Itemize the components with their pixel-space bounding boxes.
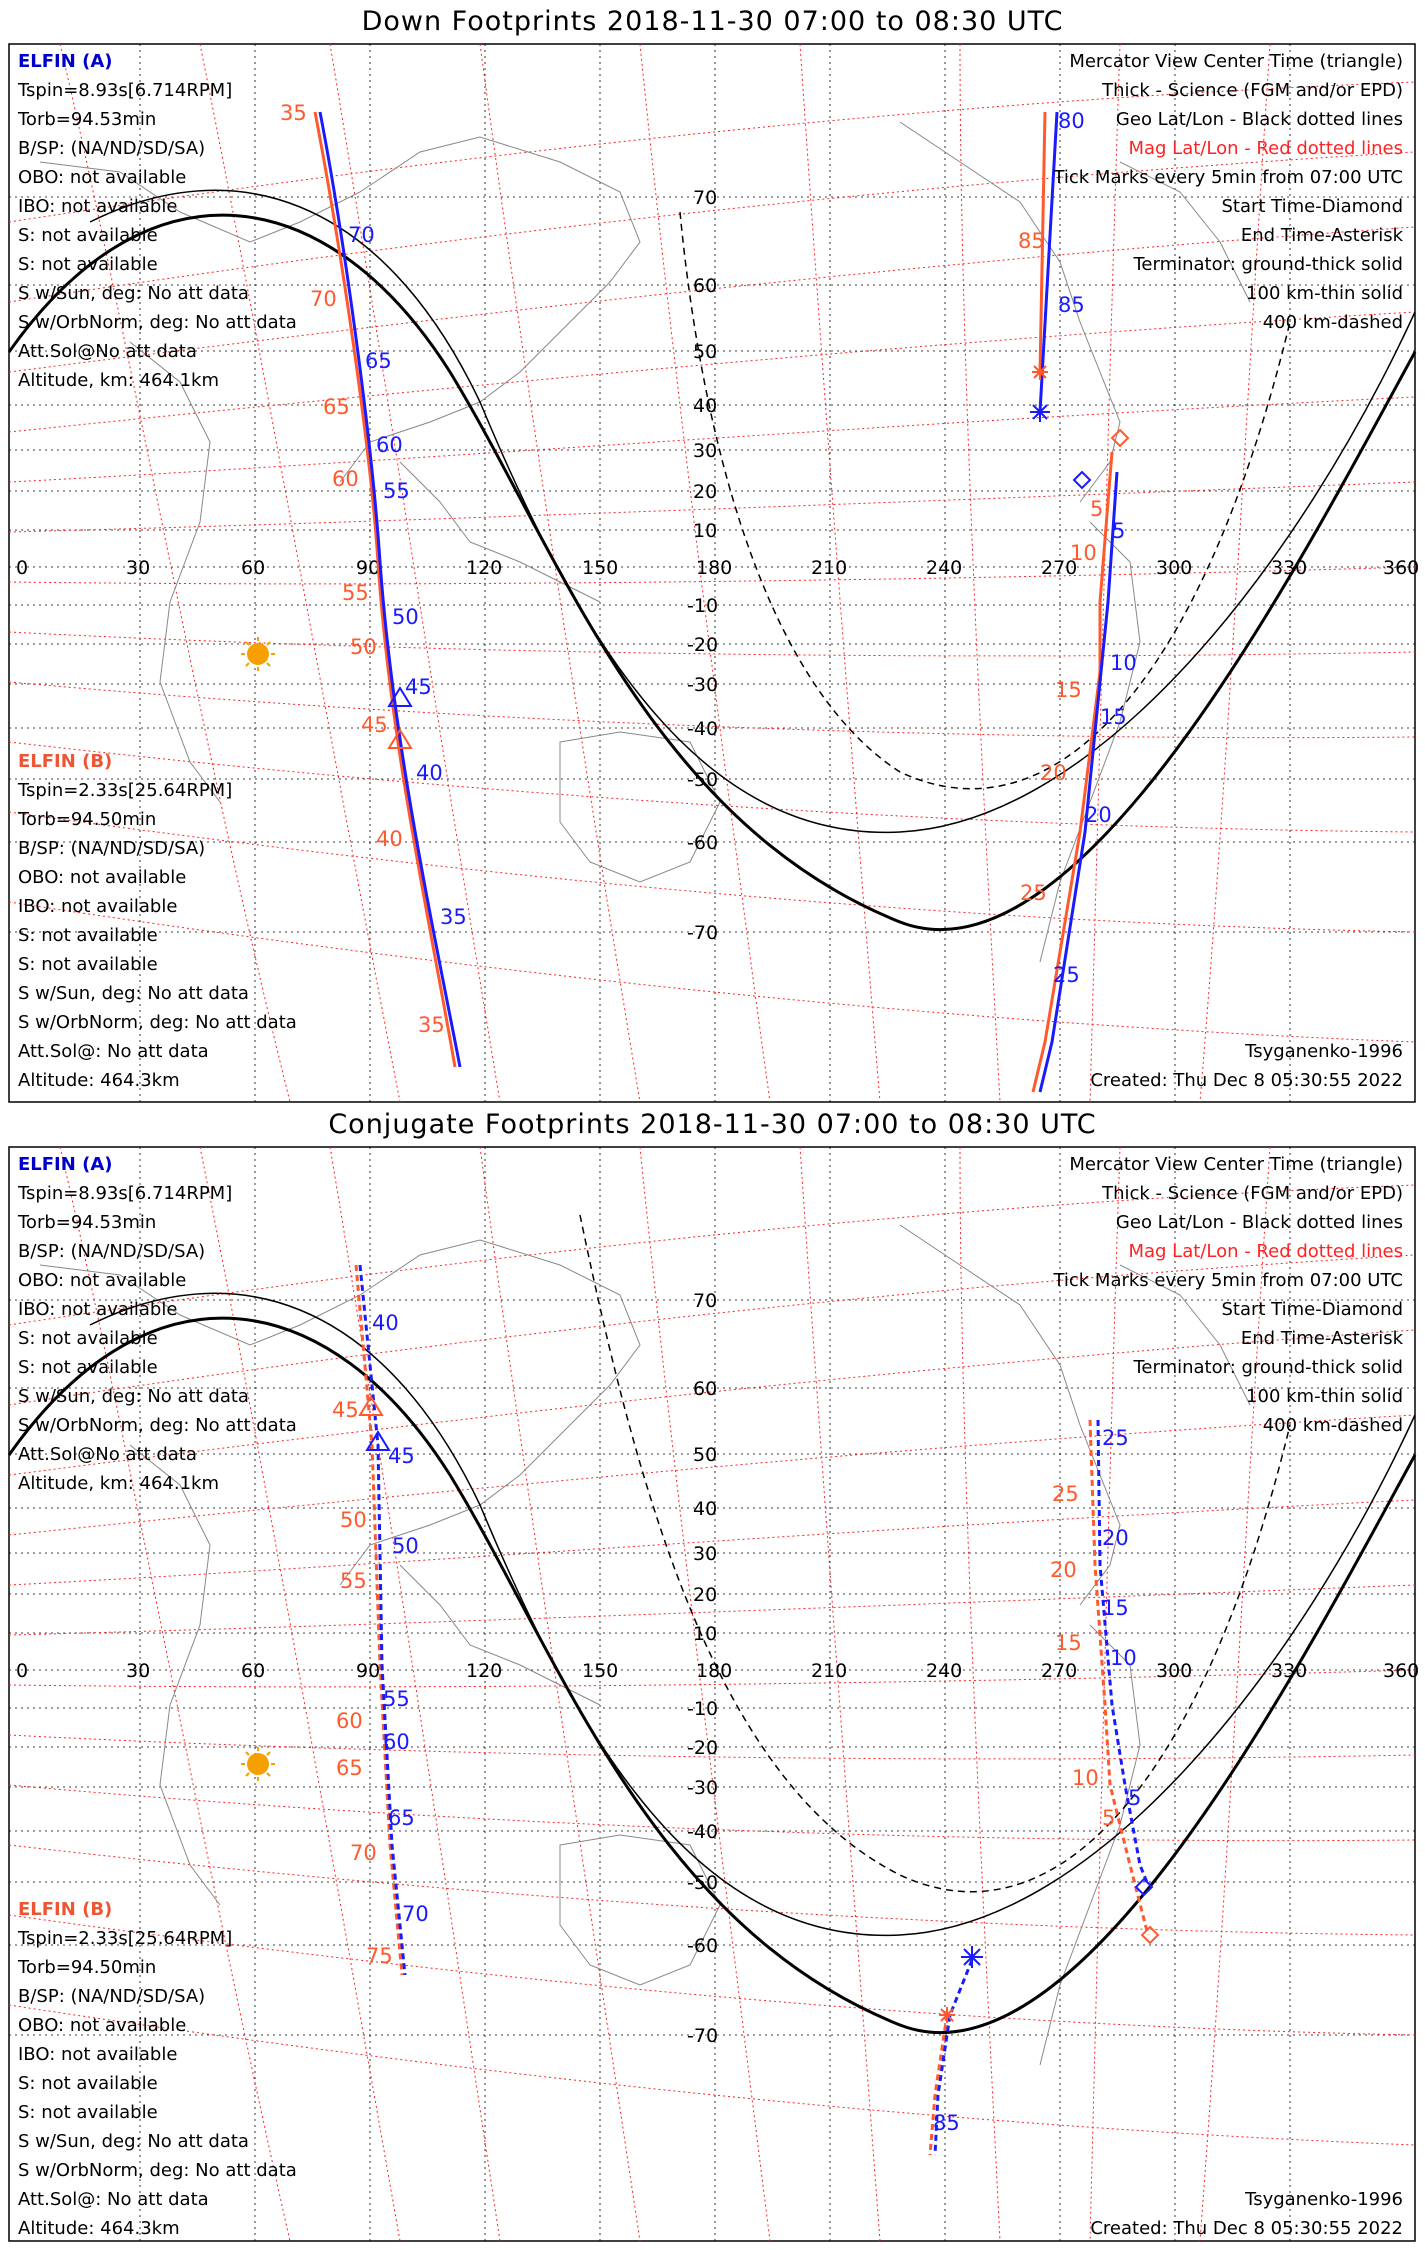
track-tick-label: 15 (1100, 705, 1127, 729)
svg-text:Torb=94.53min: Torb=94.53min (18, 109, 157, 130)
y-tick: -10 (687, 1698, 719, 1720)
y-tick: -50 (687, 769, 719, 791)
svg-text:100 km-thin solid: 100 km-thin solid (1246, 1386, 1403, 1407)
x-tick: 300 (1156, 1660, 1193, 1682)
y-tick: -70 (687, 922, 719, 944)
end-asterisk-icon (939, 2007, 955, 2023)
y-tick: -20 (687, 634, 719, 656)
x-tick: 240 (926, 557, 963, 579)
track-tick-label: 10 (1072, 1766, 1099, 1790)
track-tick-label: 35 (280, 101, 307, 125)
svg-text:Start Time-Diamond: Start Time-Diamond (1221, 1299, 1403, 1320)
x-tick: 330 (1271, 1660, 1308, 1682)
svg-text:S: not available: S: not available (18, 254, 158, 275)
track-tick-label: 70 (402, 1902, 429, 1926)
x-tick: 210 (811, 1660, 848, 1682)
svg-text:Altitude: 464.3km: Altitude: 464.3km (18, 2218, 180, 2239)
x-tick: 270 (1041, 1660, 1078, 1682)
x-tick: 300 (1156, 557, 1193, 579)
created-label: Created: Thu Dec 8 05:30:55 2022 (1090, 1070, 1403, 1091)
svg-text:S w/Sun, deg: No att data: S w/Sun, deg: No att data (18, 283, 249, 304)
track-tick-label: 10 (1070, 541, 1097, 565)
track-tick-label: 45 (361, 713, 388, 737)
y-tick: 60 (693, 275, 718, 297)
track-tick-label: 35 (440, 905, 467, 929)
track-tick-label: 55 (340, 1569, 367, 1593)
elfin-b-label: ELFIN (B) (18, 1899, 113, 1920)
x-tick: 180 (696, 557, 733, 579)
track-tick-label: 20 (1085, 803, 1112, 827)
model-label: Tsyganenko-1996 (1245, 2189, 1403, 2210)
track-tick-label: 20 (1050, 1558, 1077, 1582)
end-asterisk-icon (961, 1946, 983, 1968)
svg-text:S: not available: S: not available (18, 2073, 158, 2094)
svg-text:Thick - Science (FGM and/or EP: Thick - Science (FGM and/or EPD) (1102, 1183, 1403, 1204)
svg-text:Terminator: ground-thick solid: Terminator: ground-thick solid (1133, 254, 1403, 275)
svg-text:B/SP: (NA/ND/SD/SA): B/SP: (NA/ND/SD/SA) (18, 138, 206, 159)
track-tick-label: 60 (336, 1709, 363, 1733)
svg-text:Tspin=8.93s[6.714RPM]: Tspin=8.93s[6.714RPM] (18, 80, 233, 101)
svg-text:S w/OrbNorm, deg: No att data: S w/OrbNorm, deg: No att data (18, 1415, 297, 1436)
track-tick-label: 60 (376, 433, 403, 457)
track-tick-label: 65 (323, 395, 350, 419)
track-tick-label: 20 (1040, 761, 1067, 785)
created-label: Created: Thu Dec 8 05:30:55 2022 (1090, 2218, 1403, 2239)
svg-text:Mag Lat/Lon - Red dotted lines: Mag Lat/Lon - Red dotted lines (1128, 138, 1403, 159)
x-tick: 180 (696, 1660, 733, 1682)
svg-text:Tspin=2.33s[25.64RPM]: Tspin=2.33s[25.64RPM] (18, 1928, 233, 1949)
y-tick: 10 (693, 520, 718, 542)
x-tick: 60 (241, 557, 266, 579)
track-tick-label: 60 (383, 1730, 410, 1754)
x-tick: 90 (356, 1660, 381, 1682)
svg-text:100 km-thin solid: 100 km-thin solid (1246, 283, 1403, 304)
svg-text:Mercator View Center Time (tri: Mercator View Center Time (triangle) (1069, 1154, 1403, 1175)
svg-text:S: not available: S: not available (18, 1328, 158, 1349)
y-tick: -10 (687, 595, 719, 617)
track-tick-label: 15 (1055, 1631, 1082, 1655)
y-tick: 50 (693, 1444, 718, 1466)
panel-title-down: Down Footprints 2018-11-30 07:00 to 08:30 UTC (361, 6, 1064, 37)
track-tick-label: 55 (342, 581, 369, 605)
svg-text:S: not available: S: not available (18, 954, 158, 975)
svg-text:End Time-Asterisk: End Time-Asterisk (1240, 225, 1403, 246)
svg-text:IBO: not available: IBO: not available (18, 896, 178, 917)
y-tick: -60 (687, 1935, 719, 1957)
y-tick: 30 (693, 1543, 718, 1565)
svg-text:End Time-Asterisk: End Time-Asterisk (1240, 1328, 1403, 1349)
y-tick: -40 (687, 1821, 719, 1843)
svg-text:OBO: not available: OBO: not available (18, 167, 187, 188)
svg-text:Tick Marks every 5min from 07:: Tick Marks every 5min from 07:00 UTC (1053, 1270, 1403, 1291)
track-tick-label: 5 (1102, 1806, 1116, 1830)
track-tick-label: 40 (376, 827, 403, 851)
svg-text:Mercator View Center Time (tri: Mercator View Center Time (triangle) (1069, 51, 1403, 72)
elfin-b-label: ELFIN (B) (18, 751, 113, 772)
x-tick: 0 (16, 1660, 29, 1682)
svg-text:Geo Lat/Lon - Black dotted lin: Geo Lat/Lon - Black dotted lines (1115, 109, 1403, 130)
x-tick: 120 (466, 1660, 503, 1682)
svg-text:Torb=94.50min: Torb=94.50min (18, 809, 157, 830)
svg-text:IBO: not available: IBO: not available (18, 196, 178, 217)
svg-text:Att.Sol@: No att data: Att.Sol@: No att data (18, 1041, 209, 1062)
track-tick-label: 25 (1102, 1426, 1129, 1450)
track-tick-label: 10 (1110, 651, 1137, 675)
track-tick-label: 85 (933, 2111, 960, 2135)
y-tick: 20 (693, 481, 718, 503)
map-conj (0, 1145, 1425, 2245)
x-tick: 30 (126, 1660, 151, 1682)
x-tick: 240 (926, 1660, 963, 1682)
svg-text:Att.Sol@No att data: Att.Sol@No att data (18, 1444, 197, 1465)
track-tick-label: 70 (348, 223, 375, 247)
y-tick: -40 (687, 718, 719, 740)
x-tick: 30 (126, 557, 151, 579)
y-tick: -20 (687, 1737, 719, 1759)
track-tick-label: 50 (392, 1534, 419, 1558)
svg-text:Geo Lat/Lon - Black dotted lin: Geo Lat/Lon - Black dotted lines (1115, 1212, 1403, 1233)
track-tick-label: 65 (336, 1756, 363, 1780)
svg-text:Att.Sol@No att data: Att.Sol@No att data (18, 341, 197, 362)
track-tick-label: 65 (365, 349, 392, 373)
track-tick-label: 75 (366, 1944, 393, 1968)
svg-text:OBO: not available: OBO: not available (18, 1270, 187, 1291)
track-tick-label: 25 (1053, 963, 1080, 987)
x-tick: 330 (1271, 557, 1308, 579)
track-tick-label: 10 (1110, 1646, 1137, 1670)
svg-text:Mag Lat/Lon - Red dotted lines: Mag Lat/Lon - Red dotted lines (1128, 1241, 1403, 1262)
svg-text:Att.Sol@: No att data: Att.Sol@: No att data (18, 2189, 209, 2210)
svg-text:Terminator: ground-thick solid: Terminator: ground-thick solid (1133, 1357, 1403, 1378)
svg-text:B/SP: (NA/ND/SD/SA): B/SP: (NA/ND/SD/SA) (18, 1241, 206, 1262)
y-tick: -70 (687, 2025, 719, 2047)
svg-text:Start Time-Diamond: Start Time-Diamond (1221, 196, 1403, 217)
y-tick: -30 (687, 674, 719, 696)
svg-text:400 km-dashed: 400 km-dashed (1262, 1415, 1403, 1436)
track-tick-label: 25 (1052, 1482, 1079, 1506)
track-tick-label: 5 (1128, 1786, 1142, 1810)
y-tick: 40 (693, 1498, 718, 1520)
x-tick: 120 (466, 557, 503, 579)
y-tick: 70 (693, 1290, 718, 1312)
svg-text:S w/Sun, deg: No att data: S w/Sun, deg: No att data (18, 983, 249, 1004)
svg-text:Tspin=8.93s[6.714RPM]: Tspin=8.93s[6.714RPM] (18, 1183, 233, 1204)
svg-text:Thick - Science (FGM and/or EP: Thick - Science (FGM and/or EPD) (1102, 80, 1403, 101)
track-tick-label: 15 (1055, 678, 1082, 702)
map-down (0, 42, 1425, 1107)
model-label: Tsyganenko-1996 (1245, 1041, 1403, 1062)
svg-text:Altitude, km: 464.1km: Altitude, km: 464.1km (18, 1473, 220, 1494)
track-tick-label: 50 (340, 1508, 367, 1532)
y-tick: 70 (693, 187, 718, 209)
track-tick-label: 70 (310, 287, 337, 311)
y-tick: 40 (693, 395, 718, 417)
svg-text:B/SP: (NA/ND/SD/SA): B/SP: (NA/ND/SD/SA) (18, 838, 206, 859)
x-tick: 360 (1383, 1660, 1420, 1682)
track-tick-label: 85 (1058, 293, 1085, 317)
x-tick: 150 (582, 1660, 619, 1682)
track-tick-label: 35 (418, 1013, 445, 1037)
panel-title-conj: Conjugate Footprints 2018-11-30 07:00 to 08:30 UTC (328, 1109, 1097, 1140)
track-tick-label: 55 (383, 1687, 410, 1711)
track-tick-label: 70 (350, 1841, 377, 1865)
svg-text:OBO: not available: OBO: not available (18, 2015, 187, 2036)
svg-text:Tick Marks every 5min from 07:: Tick Marks every 5min from 07:00 UTC (1053, 167, 1403, 188)
y-tick: -50 (687, 1872, 719, 1894)
svg-text:Torb=94.50min: Torb=94.50min (18, 1957, 157, 1978)
track-tick-label: 80 (1058, 109, 1085, 133)
track-tick-label: 55 (383, 479, 410, 503)
svg-text:S w/Sun, deg: No att data: S w/Sun, deg: No att data (18, 1386, 249, 1407)
track-tick-label: 45 (332, 1398, 359, 1422)
x-tick: 90 (356, 557, 381, 579)
svg-text:S: not available: S: not available (18, 925, 158, 946)
y-tick: 10 (693, 1623, 718, 1645)
svg-text:S w/OrbNorm, deg: No att data: S w/OrbNorm, deg: No att data (18, 2160, 297, 2181)
track-tick-label: 40 (372, 1311, 399, 1335)
svg-text:S: not available: S: not available (18, 1357, 158, 1378)
y-tick: 60 (693, 1378, 718, 1400)
svg-text:S w/Sun, deg: No att data: S w/Sun, deg: No att data (18, 2131, 249, 2152)
svg-text:Torb=94.53min: Torb=94.53min (18, 1212, 157, 1233)
y-tick: -60 (687, 832, 719, 854)
track-tick-label: 50 (350, 635, 377, 659)
track-tick-label: 85 (1018, 229, 1045, 253)
track-tick-label: 60 (332, 467, 359, 491)
track-tick-label: 15 (1102, 1596, 1129, 1620)
svg-text:OBO: not available: OBO: not available (18, 867, 187, 888)
y-tick: -30 (687, 1777, 719, 1799)
svg-text:400 km-dashed: 400 km-dashed (1262, 312, 1403, 333)
x-tick: 0 (16, 557, 29, 579)
svg-text:B/SP: (NA/ND/SD/SA): B/SP: (NA/ND/SD/SA) (18, 1986, 206, 2007)
svg-text:IBO: not available: IBO: not available (18, 1299, 178, 1320)
track-tick-label: 40 (416, 761, 443, 785)
svg-text:IBO: not available: IBO: not available (18, 2044, 178, 2065)
elfin-a-label: ELFIN (A) (18, 1154, 113, 1175)
track-tick-label: 45 (405, 675, 432, 699)
track-tick-label: 5 (1090, 497, 1104, 521)
svg-text:S: not available: S: not available (18, 225, 158, 246)
svg-text:S w/OrbNorm, deg: No att data: S w/OrbNorm, deg: No att data (18, 1012, 297, 1033)
x-tick: 150 (582, 557, 619, 579)
track-tick-label: 50 (392, 605, 419, 629)
x-tick: 60 (241, 1660, 266, 1682)
track-tick-label: 65 (388, 1806, 415, 1830)
svg-text:Altitude, km: 464.1km: Altitude, km: 464.1km (18, 370, 220, 391)
y-tick: 20 (693, 1584, 718, 1606)
x-tick: 210 (811, 557, 848, 579)
svg-text:Altitude: 464.3km: Altitude: 464.3km (18, 1070, 180, 1091)
x-tick: 360 (1383, 557, 1420, 579)
elfin-a-label: ELFIN (A) (18, 51, 113, 72)
svg-text:S w/OrbNorm, deg: No att data: S w/OrbNorm, deg: No att data (18, 312, 297, 333)
svg-text:S: not available: S: not available (18, 2102, 158, 2123)
svg-text:Tspin=2.33s[25.64RPM]: Tspin=2.33s[25.64RPM] (18, 780, 233, 801)
end-asterisk-icon (1032, 364, 1048, 380)
track-tick-label: 5 (1112, 519, 1126, 543)
track-tick-label: 20 (1102, 1526, 1129, 1550)
end-asterisk-icon (1030, 402, 1050, 422)
y-tick: 30 (693, 440, 718, 462)
x-tick: 270 (1041, 557, 1078, 579)
track-tick-label: 25 (1020, 881, 1047, 905)
y-tick: 50 (693, 341, 718, 363)
track-tick-label: 45 (388, 1444, 415, 1468)
